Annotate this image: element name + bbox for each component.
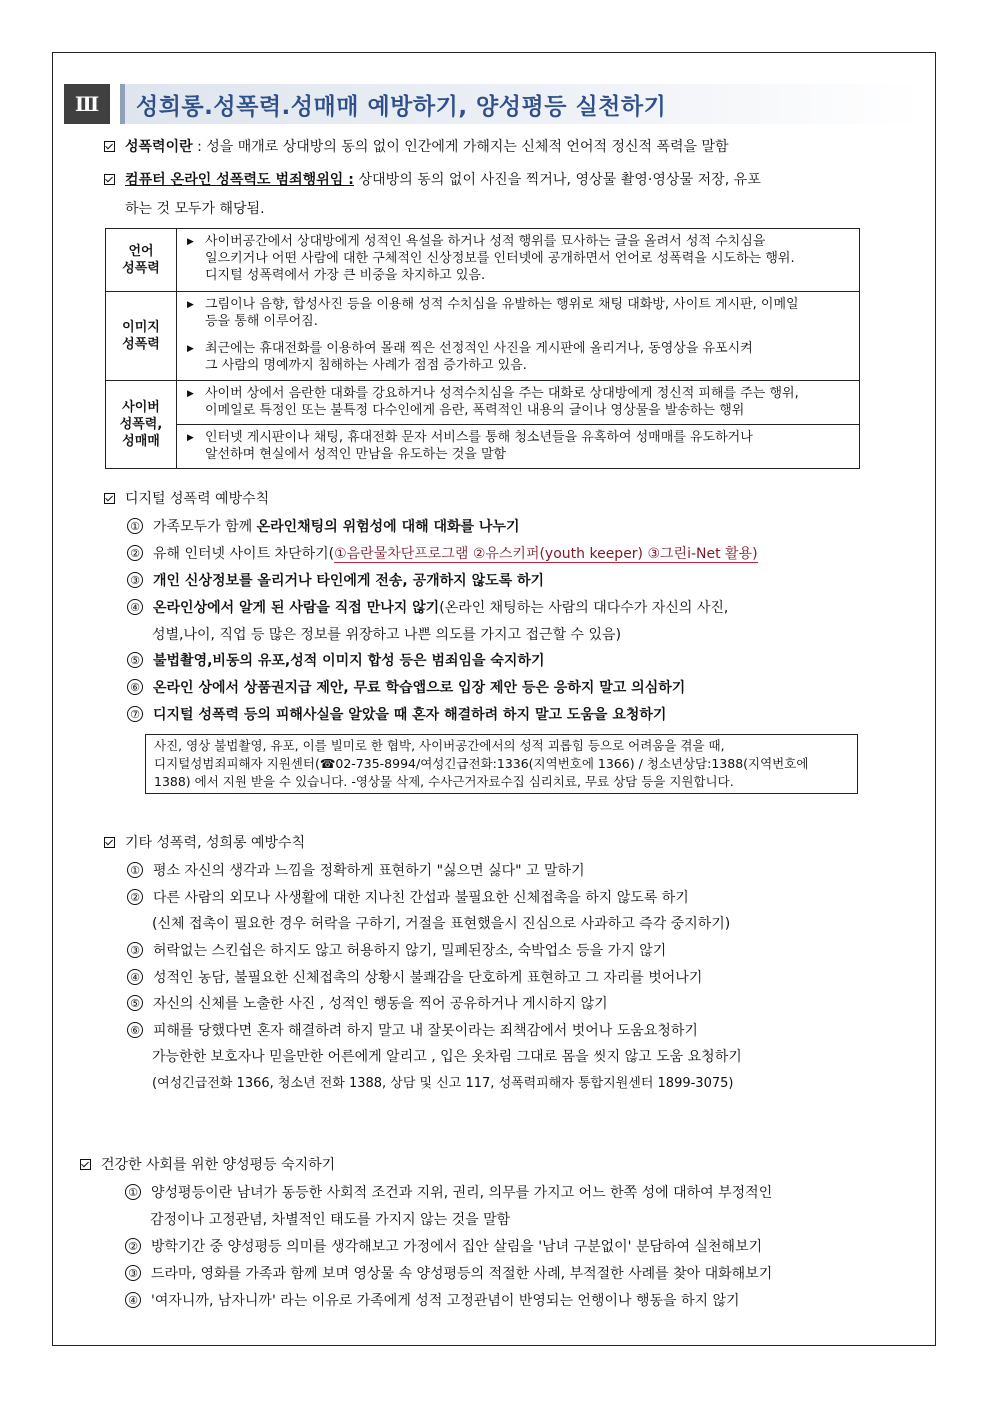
number-icon: ① [125, 1184, 141, 1200]
table-row [106, 229, 860, 292]
checkbox-icon [104, 493, 115, 504]
section-header [64, 84, 924, 124]
description-cell: ▶ 사이버공간에서 상대방에게 성적인 욕설을 하거나 성적 행위를 묘사하는 글을 올려서 성적 수치심을 일으키거나 어떤 사람에 대한 구체적인 신상정보를 인터넷에 공개하면서 언어로 성폭력을 시도하는 행위. 디지털 성폭력에서 가장 큰 비중을 차지하고 있음. [177, 229, 860, 292]
other-line: (신체 접촉이 필요한 경우 허락을 구하기, 거절을 표현했을시 진심으로 사과하고 즉각 중지하기) [152, 916, 731, 932]
bullet-icon: ▶ [187, 300, 194, 310]
bullet-icon: ▶ [187, 389, 194, 399]
violence-types-table [105, 228, 860, 469]
other-line: ③ 허락없는 스킨쉽은 하지도 않고 허용하지 않기, 밀폐된장소, 숙박업소 등을 가지 않기 [127, 941, 666, 961]
category-cell: 이미지 성폭력 [106, 292, 177, 381]
digital-item-6: ⑥ 온라인 상에서 상품권지급 제안, 무료 학습앱으로 입장 제안 등은 응하지 말고 의심하기 [127, 678, 685, 698]
bullet-icon: ▶ [187, 344, 194, 354]
number-icon: ② [127, 889, 143, 905]
other-line: ④ 성적인 농담, 불필요한 신체접촉의 상황시 불쾌감을 단호하게 표현하고 그 자리를 벗어나기 [127, 968, 702, 988]
number-icon: ⑥ [127, 679, 143, 695]
other-line: ② 다른 사람의 외모나 사생활에 대한 지나친 간섭과 불필요한 신체접촉을 하지 않도록 하기 [127, 888, 689, 908]
digital-item-2: ② 유해 인터넷 사이트 차단하기(①음란물차단프로그램 ②유스키퍼(youth keeper) ③그린i-Net 활용) [127, 544, 758, 564]
checkbox-icon [104, 837, 115, 848]
checkbox-icon [104, 141, 115, 152]
number-icon: ⑤ [127, 995, 143, 1011]
number-icon: ② [127, 545, 143, 561]
digital-item-3: ③ 개인 신상정보를 올리거나 타인에게 전송, 공개하지 않도록 하기 [127, 571, 544, 591]
checkbox-icon [104, 174, 115, 185]
digital-heading: 디지털 성폭력 예방수칙 [104, 489, 269, 509]
bullet-icon: ▶ [187, 237, 194, 247]
number-icon: ⑤ [127, 652, 143, 668]
other-heading: 기타 성폭력, 성희롱 예방수칙 [104, 833, 305, 853]
number-icon: ② [125, 1238, 141, 1254]
other-line: ⑥ 피해를 당했다면 혼자 해결하려 하지 말고 내 잘못이라는 죄책감에서 벗어나 도움요청하기 [127, 1021, 698, 1041]
equality-line: ② 방학기간 중 양성평등 의미를 생각해보고 가정에서 집안 살림을 '남녀 구분없이' 분담하여 실천해보기 [125, 1237, 762, 1257]
number-icon: ⑥ [127, 1022, 143, 1038]
description-cell: ▶ 사이버 상에서 음란한 대화를 강요하거나 성적수치심을 주는 대화로 상대방에게 정신적 피해를 주는 행위, 이메일로 특정인 또는 불특정 다수인에게 음란, 폭력적인 내용의 글이나 영상물을 발송하는 행위 [177, 381, 860, 425]
digital-item-1: ① 가족모두가 함께 온라인채팅의 위험성에 대해 대화를 나누기 [127, 517, 520, 537]
bullet-icon: ▶ [187, 433, 194, 443]
table-row [106, 292, 860, 381]
equality-line: 감정이나 고정관념, 차별적인 태도를 가지지 않는 것을 말함 [150, 1212, 511, 1228]
checkbox-icon [80, 1159, 91, 1170]
definition-text: : 성을 매개로 상대방의 동의 없이 인간에게 가해지는 신체적 언어적 정신적 폭력을 말함 [192, 139, 729, 155]
digital-item-5: ⑤ 불법촬영,비동의 유포,성적 이미지 합성 등은 범죄임을 숙지하기 [127, 651, 545, 671]
number-icon: ④ [127, 969, 143, 985]
equality-line: ③ 드라마, 영화를 가족과 함께 보며 영상물 속 양성평등의 적절한 사례, 부적절한 사례를 찾아 대화해보기 [125, 1264, 772, 1284]
number-icon: ④ [127, 599, 143, 615]
sub-item: ▶ 최근에는 휴대전화를 이용하여 몰래 찍은 선정적인 사진을 게시판에 올리거나, 동영상을 유포시켜 그 사람의 명예까지 침해하는 사례가 점점 증가하고 있음. [187, 341, 753, 373]
definition-term: 성폭력이란 [125, 139, 193, 155]
definition-sexual-violence [104, 137, 729, 157]
category-cell: 사이버 성폭력, 성매매 [106, 381, 177, 469]
definition-term: 컴퓨터 온라인 성폭력도 범죄행위임 : [125, 172, 354, 188]
description-cell: ▶ 인터넷 게시판이나 채팅, 휴대전화 문자 서비스를 통해 청소년들을 유혹하여 성매매를 유도하거나 알선하며 현실에서 성적인 만남을 유도하는 것을 말함 [177, 425, 860, 469]
definition-online-crime [104, 170, 761, 190]
other-line: ⑤ 자신의 신체를 노출한 사진 , 성적인 행동을 찍어 공유하거나 게시하지 않기 [127, 994, 608, 1014]
definition-continuation: 하는 것 모두가 해당됨. [125, 201, 265, 217]
equality-line: ① 양성평등이란 남녀가 동등한 사회적 조건과 지위, 권리, 의무를 가지고 어느 한쪽 성에 대하여 부정적인 [125, 1183, 772, 1203]
equality-line: ④ '여자니까, 남자니까' 라는 이유로 가족에게 성적 고정관념이 반영되는 언행이나 행동을 하지 않기 [125, 1291, 740, 1311]
section-numeral: Ⅲ [64, 84, 110, 124]
digital-item-4-continuation: 성별,나이, 직업 등 많은 정보를 위장하고 나쁜 의도를 가지고 접근할 수 있음) [152, 627, 622, 643]
digital-item-7: ⑦ 디지털 성폭력 등의 피해사실을 알았을 때 혼자 해결하려 하지 말고 도움을 요청하기 [127, 705, 666, 725]
table-row [106, 381, 860, 425]
definition-text: 상대방의 동의 없이 사진을 찍거나, 영상물 촬영·영상물 저장, 유포 [353, 172, 761, 188]
table-row [106, 425, 860, 469]
number-icon: ④ [125, 1292, 141, 1308]
description-cell: ▶ 그림이나 음향, 합성사진 등을 이용해 성적 수치심을 유발하는 행위로 채팅 대화방, 사이트 게시판, 이메일 등을 통해 이루어짐. ▶ 최근에는 휴대전화를 이용하여 몰래 찍은 선정적인 사진을 게시판에 올리거나, 동영상을 유포시켜 그 사람의 명예까지 침해하는 사례가 점점 증가하고 있음. [177, 292, 860, 381]
support-info-box: 사진, 영상 불법촬영, 유포, 이를 빌미로 한 협박, 사이버공간에서의 성적 괴롭힘 등으로 어려움을 겪을 때, 디지털성범죄피해자 지원센터(☎02-735-8994/여성긴급전화:1336(지역번호에 1366) / 청소년상담:1388(지역번호에 1388) 에서 지원 받을 수 있습니다. -영상물 삭제, 수사근거자료수집 심리치료, 무료 상담 등을 지원합니다. [145, 734, 858, 794]
number-icon: ③ [125, 1265, 141, 1281]
equality-heading: 건강한 사회를 위한 양성평등 숙지하기 [80, 1155, 335, 1175]
other-line: (여성긴급전화 1366, 청소년 전화 1388, 상담 및 신고 117, 성폭력피해자 통합지원센터 1899-3075) [152, 1076, 734, 1091]
category-cell: 언어 성폭력 [106, 229, 177, 292]
digital-item-4: ④ 온라인상에서 알게 된 사람을 직접 만나지 않기(온라인 채팅하는 사람의 대다수가 자신의 사진, [127, 598, 728, 618]
number-icon: ③ [127, 572, 143, 588]
number-icon: ① [127, 862, 143, 878]
number-icon: ⑦ [127, 706, 143, 722]
section-title: 성희롱.성폭력.성매매 예방하기, 양성평등 실천하기 [136, 94, 667, 120]
other-line: 가능한한 보호자나 믿을만한 어른에게 알리고 , 입은 옷차림 그대로 몸을 씻지 않고 도움 요청하기 [152, 1049, 742, 1065]
number-icon: ③ [127, 942, 143, 958]
other-line: ① 평소 자신의 생각과 느낌을 정확하게 표현하기 "싫으면 싫다" 고 말하기 [127, 861, 585, 881]
number-icon: ① [127, 518, 143, 534]
